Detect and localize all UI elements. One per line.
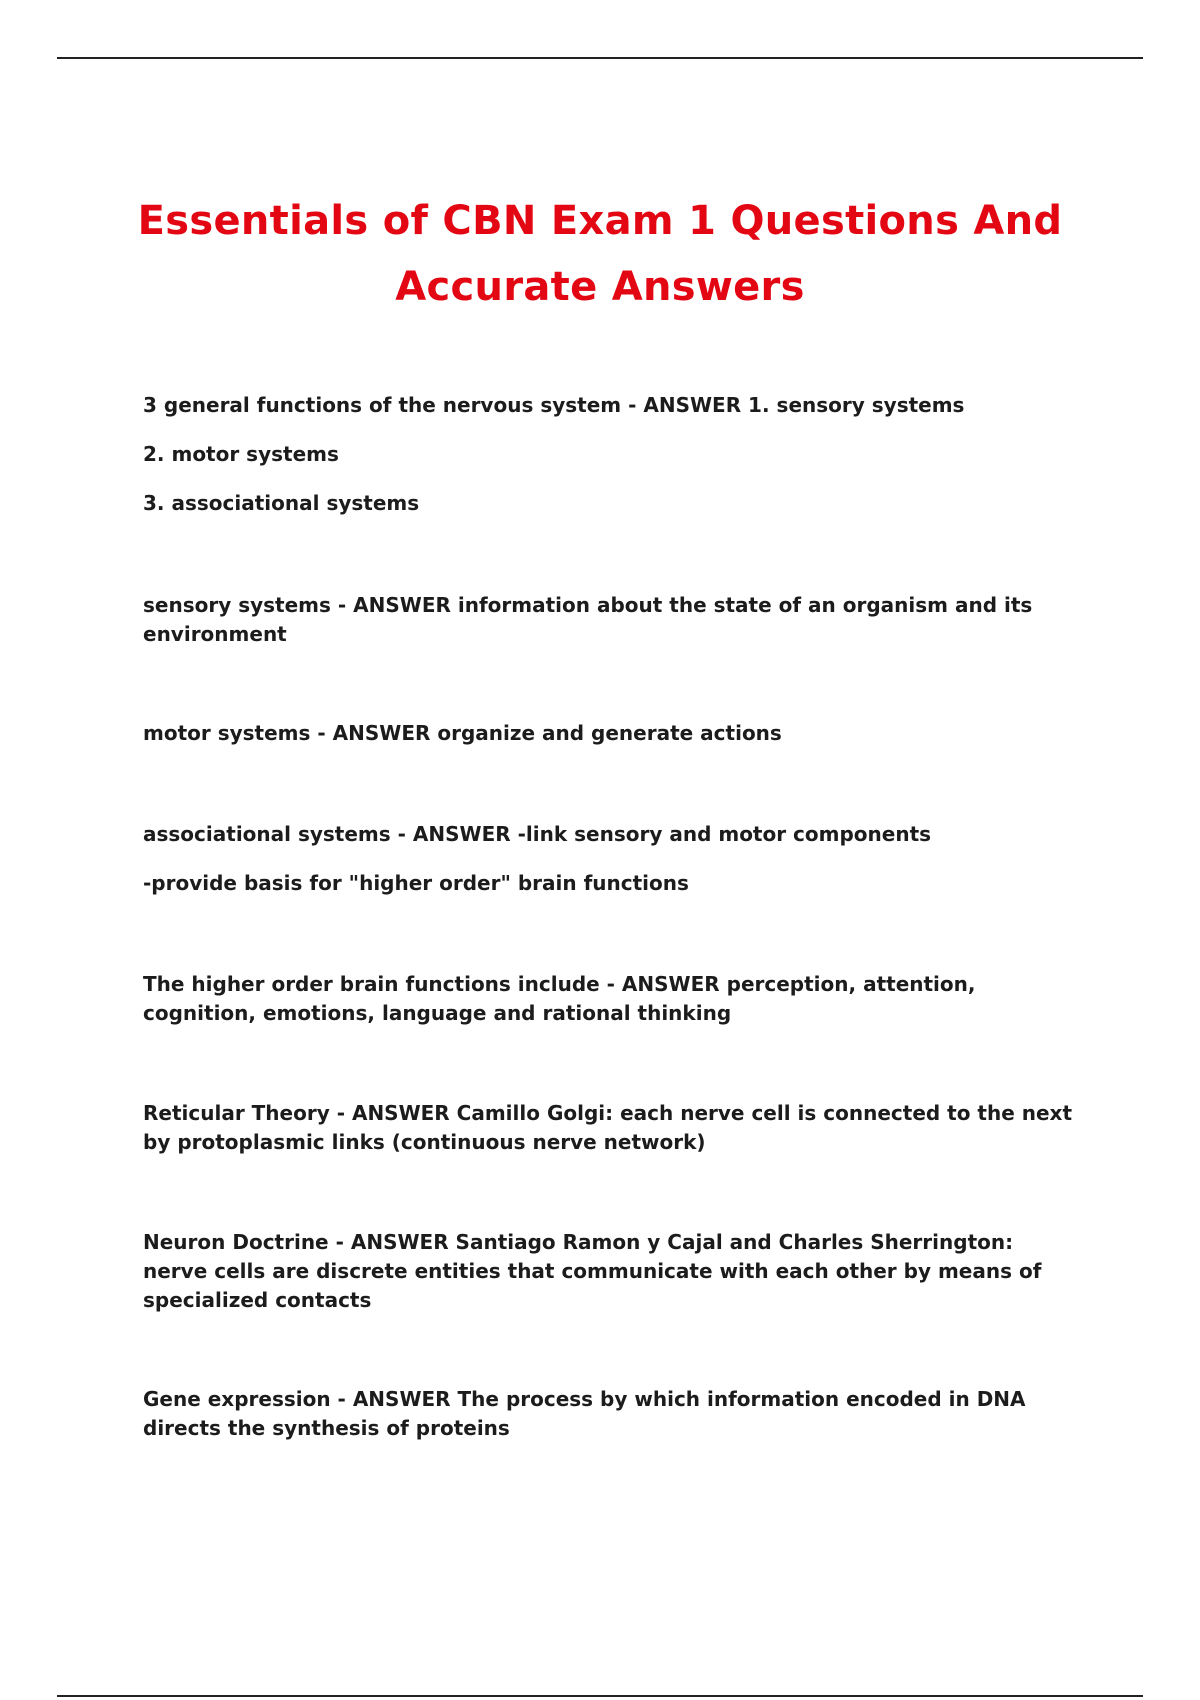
qa-line: 3 general functions of the nervous system - ANSWER 1. sensory systems <box>143 393 965 417</box>
qa-item-reticular-theory <box>143 1099 1083 1157</box>
qa-line: 3. associational systems <box>143 491 420 515</box>
document-title <box>60 188 1140 320</box>
qa-item-gene-expression <box>143 1385 1083 1443</box>
title-line-1: Essentials of CBN Exam 1 Questions And <box>137 198 1063 244</box>
qa-item-sensory-systems <box>143 591 1083 649</box>
qa-line: 2. motor systems <box>143 442 339 466</box>
qa-line: Reticular Theory - ANSWER Camillo Golgi: each nerve cell is connected to the next by protoplasmic links (continuous nerve network) <box>143 1101 1073 1154</box>
qa-line: The higher order brain functions include - ANSWER perception, attention, cognition, emotions, language and rational thinking <box>143 972 976 1025</box>
qa-line: Gene expression - ANSWER The process by which information encoded in DNA directs the synthesis of proteins <box>143 1387 1026 1440</box>
qa-line: Neuron Doctrine - ANSWER Santiago Ramon y Cajal and Charles Sherrington: nerve cells are discrete entities that communicate with each other by means of specialized contacts <box>143 1230 1042 1312</box>
qa-item-general-functions <box>143 391 1083 518</box>
qa-line: -provide basis for "higher order" brain functions <box>143 871 689 895</box>
title-line-2: Accurate Answers <box>395 264 805 310</box>
bottom-divider <box>57 1695 1143 1697</box>
qa-item-motor-systems <box>143 719 1083 748</box>
qa-item-higher-order-functions <box>143 970 1083 1028</box>
qa-line: motor systems - ANSWER organize and generate actions <box>143 721 782 745</box>
qa-item-associational-systems <box>143 820 1083 898</box>
qa-line: sensory systems - ANSWER information about the state of an organism and its environment <box>143 593 1033 646</box>
qa-item-neuron-doctrine <box>143 1228 1083 1315</box>
top-divider <box>57 57 1143 59</box>
qa-line: associational systems - ANSWER -link sensory and motor components <box>143 822 932 846</box>
